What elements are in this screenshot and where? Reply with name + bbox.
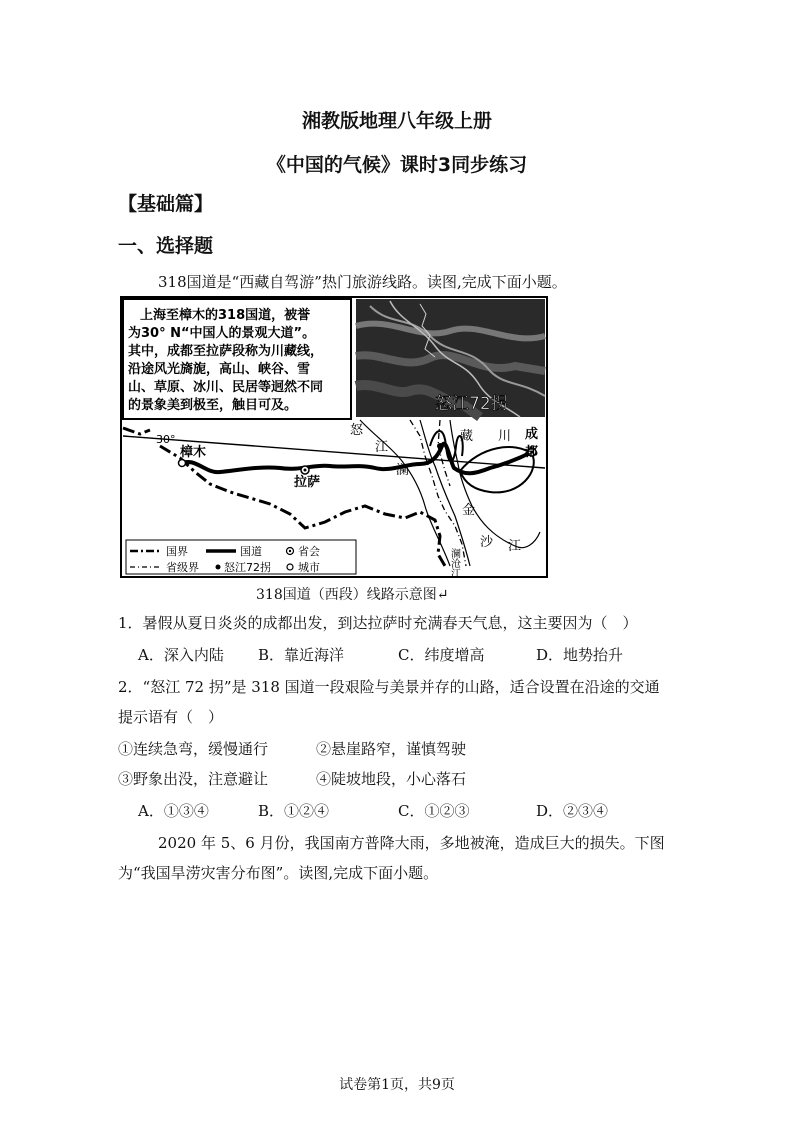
q2-item-3: ③野象出没，注意避让 — [118, 770, 269, 788]
q1-option-b[interactable]: B．靠近海洋 — [258, 646, 345, 664]
city-zhangmu — [179, 460, 186, 467]
map-legend — [126, 540, 356, 574]
q2-stem-line1: 2．“怒江 72 拐”是 318 国道一段艰险与美景并存的山路，适合设置在沿途的交通 — [118, 678, 660, 696]
map-caption: 318国道（西段）线路示意图↵ — [256, 587, 449, 603]
textbox-line-1: 上海至樟木的318国道，被誉 — [140, 308, 311, 323]
label-zang: 藏 — [460, 429, 474, 444]
label-chengdu-2: 都 — [525, 445, 539, 460]
q2-option-b[interactable]: B．①②④ — [258, 802, 330, 820]
page-footer: 试卷第1页，共9页 — [339, 1077, 455, 1093]
label-nu-2: 江 — [375, 440, 389, 455]
legend-city: 城市 — [298, 561, 320, 574]
label-lan: 澜 — [396, 463, 410, 478]
q1-option-c[interactable]: C．纬度增高 — [398, 646, 485, 664]
label-jin: 金 — [462, 503, 476, 518]
label-chuan: 川 — [498, 429, 512, 444]
route-map-figure — [120, 296, 548, 578]
label-lasa: 拉萨 — [294, 475, 321, 490]
textbox-line-6: 的景象美到极至，触目可及。 — [128, 398, 298, 413]
page-subtitle: 《中国的气候》课时3同步练习 — [266, 154, 528, 176]
textbox-line-3: 其中，成都至拉萨段称为川藏线， — [128, 344, 324, 359]
page-title: 湘教版地理八年级上册 — [301, 110, 492, 132]
section-basic: 【基础篇】 — [118, 193, 214, 215]
route-map — [120, 296, 548, 578]
q2-item-4: ④陡坡地段，小心落石 — [316, 770, 467, 788]
q2-option-c[interactable]: C．①②③ — [398, 802, 470, 820]
section-choice: 一、选择题 — [118, 235, 214, 257]
legend-nujiang72: 怒江72拐 — [224, 561, 271, 574]
q2-stem-line2: 提示语有（ ） — [118, 708, 224, 726]
q1-option-d[interactable]: D．地势抬升 — [536, 646, 624, 664]
label-chengdu-1: 成 — [525, 427, 539, 442]
nujiang72-marker — [437, 443, 443, 449]
legend-border: 国界 — [166, 545, 188, 558]
q2-option-d[interactable]: D．②③④ — [536, 802, 609, 820]
q2-option-a[interactable]: A．①③④ — [138, 802, 209, 820]
lat-label: 30° — [156, 433, 176, 446]
label-lancang: 澜沧江 — [448, 548, 460, 578]
intro-flood-line2: 为“我国旱涝灾害分布图”。读图,完成下面小题。 — [118, 864, 439, 882]
label-nu-1: 怒 — [350, 423, 364, 438]
textbox-line-2: 为30° N“中国人的景观大道”。 — [128, 326, 316, 341]
q1-stem: 1．暑假从夏日炎炎的成都出发，到达拉萨时充满春天气息，这主要因为（ ） — [118, 614, 638, 632]
label-sha: 沙 — [480, 535, 494, 550]
intro-flood-line1: 2020 年 5、6 月份，我国南方普降大雨，多地被淹，造成巨大的损失。下图 — [158, 834, 665, 852]
q1-option-a[interactable]: A．深入内陆 — [138, 646, 224, 664]
photo-label: 怒江72拐 — [435, 394, 508, 414]
intro-318: 318国道是“西藏自驾游”热门旅游线路。读图,完成下面小题。 — [158, 273, 567, 291]
label-zhangmu: 樟木 — [180, 445, 207, 460]
legend-road: 国道 — [240, 545, 262, 558]
q2-item-1: ①连续急弯，缓慢通行 — [118, 740, 269, 758]
legend-capital: 省会 — [298, 545, 320, 558]
label-jiang: 江 — [508, 539, 522, 554]
q2-item-2: ②悬崖路窄，谨慎驾驶 — [316, 740, 467, 758]
legend-prov: 省级界 — [166, 561, 199, 574]
textbox-line-4: 沿途风光旖旎，高山、峡谷、雪 — [128, 362, 311, 377]
textbox-line-5: 山、草原、冰川、民居等迥然不同 — [128, 380, 324, 395]
